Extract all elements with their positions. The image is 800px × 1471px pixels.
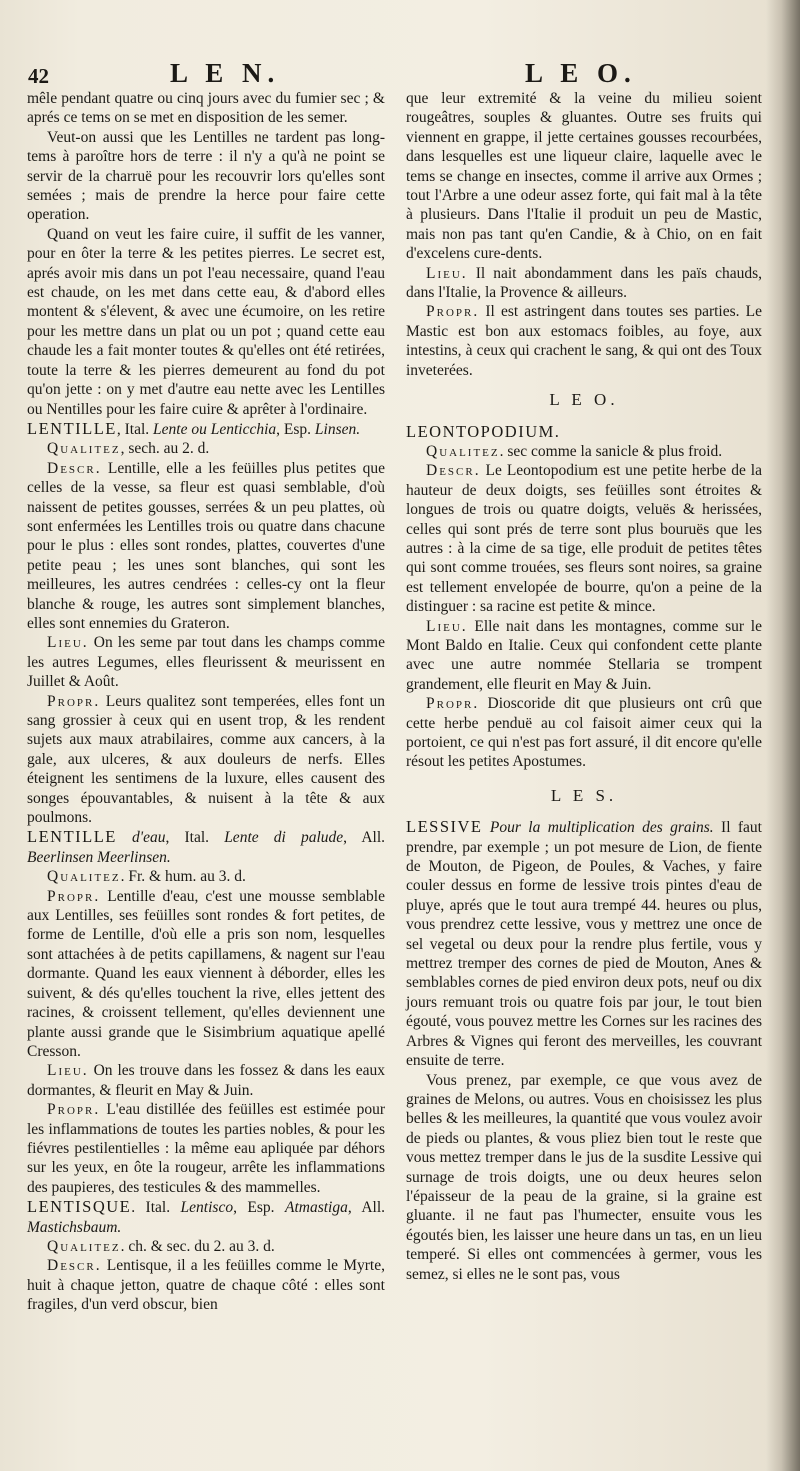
book-spine-shadow (766, 0, 800, 1471)
entry-term: LEONTOPODIUM. (406, 421, 561, 441)
entry-term: LESSIVE (406, 817, 483, 837)
location-paragraph: Lieu. On les seme par tout dans les champs comme les autres Legumes, elles fleurissent & meurissent en Juillet & Août. (27, 634, 385, 691)
qualities-line: Qualitez, sech. au 2. d. (47, 440, 210, 458)
section-heading: L E S. (550, 785, 618, 805)
section-heading: L E O. (549, 390, 619, 410)
entry-heading: LESSIVE Pour la multiplication des grains. Il faut prendre, par exemple ; un pot mesure de Lion, de fiente de Mouton, de Pigeon, de Poules, & Vaches, y faire couler dessus en forme de lessive trois pintes d'eau de pluye, aprés que le tout aura trempé 44. heures ou plus, vous prendrez cette lessive, vous y mettrez une once de sel vegetal ou deux pour la rendre plus fertile, vous y mettrez tremper des cornes de pied de Mouton, Anes & semblables cornes de pied environ deux pots, neuf ou dix jours remuant trois ou quatre fois par jour, le tout bien égouté, vous pouvez mettre les Cornes sur les racines des Arbres & Vignes qui feront des merveilles, les couvrant ensuite de terre. (406, 817, 762, 1070)
properties-paragraph: Propr. Dioscoride dit que plusieurs ont crû que cette herbe penduë au col faisoit aimer ceux qui la portoient, ce qui n'est pas fort assuré, il dit encore qu'elle résout les petites Apostumes. (406, 695, 762, 771)
entry-term: LENTILLE (27, 418, 117, 438)
paragraph: que leur extremité & la veine du milieu soient rougeâtres, souples & gluantes. Outre ses fruits qui viennent en grappe, il jette certaines gousses recourbées, dans lesquelles est une liqueur claire, laquelle avec le tems se change en insectes, comme il arrive aux Ormes ; tout l'Arbre a une odeur assez forte, qui fait mal à la tête à plusieurs. Dans l'Italie il produit un peu de Mastic, mais non pas tant qu'en Candie, & à Chio, on en fait d'excelens cure-dents. (406, 90, 762, 263)
paragraph: mêle pendant quatre ou cinq jours avec du fumier sec ; & aprés ce tems on se met en disposition de les semer. (27, 90, 385, 127)
entry-heading: LENTILLE d'eau, Ital. Lente di palude, All. Beerlinsen Meerlinsen. (27, 827, 386, 866)
entry-heading (406, 422, 762, 442)
running-head-left: L E N. (170, 58, 281, 88)
qualities-line: Qualitez. sec comme la sanicle & plus froid. (426, 442, 723, 460)
entry-term: LENTISQUE (27, 1197, 132, 1217)
paragraph: Veut-on aussi que les Lentilles ne tardent pas long-tems à paroître hors de terre : il n'y a qu'à ne point se servir de la charruë pour les recouvrir lors qu'elles sont semées ; mais de prendre la herce pour faire cette operation. (27, 128, 385, 224)
location-paragraph: Lieu. Il nait abondamment dans les païs chauds, dans l'Italie, la Provence & ailleurs. (406, 264, 762, 302)
entry-heading: LENTILLE, Ital. Lente ou Lenticchia, Esp. Linsen. (27, 418, 361, 438)
qualities-line: Qualitez. ch. & sec. du 2. au 3. d. (47, 1237, 275, 1255)
right-column (406, 89, 762, 1284)
paragraph: Vous prenez, par exemple, ce que vous avez de graines de Melons, ou autres. Vous en choisissez les plus belles & les meilleures, la quantité que vous voulez avoir de pieds ou plantes, & vous pliez bien tout le reste que vous mettez tremper dans le jus de la susdite Lessive qui surnage de trois doigts, une ou deux heures selon l'épaisseur de la peau de la graine, si la graine est gluante. il ne faut pas l'humecter, ensuite vous les égoutés bien, les laisser une heure dans un tas, en un lieu temperé. Si elles ont commencées à germer, vous les semez, si elles ne le sont pas, vous (406, 1071, 762, 1283)
description-paragraph: Descr. Lentisque, il a les feüilles comme le Myrte, huit à chaque jetton, quatre de chaque côté : elles sont fragiles, d'un verd obscur, bien (27, 1257, 385, 1314)
paragraph: Quand on veut les faire cuire, il suffit de les vanner, pour en ôter la terre & les petites pierres. Le secret est, aprés avoir mis dans un pot l'eau necessaire, quand l'eau est chaude, on les met dans cette eau, & d'abord elles montent & s'élevent, & avec une écumoire, on les retire pour les mettre dans un plat ou un pot ; quand cette eau chaude les a fait monter toutes & qu'elles ont été retirées, toute la terre & les pierres demeurent au fond du pot qu'on jette : on y met d'autre eau nette avec les Lentilles ou Nentilles pour les faire cuire & aprêter à l'ordinaire. (27, 225, 385, 418)
properties-paragraph: Propr. Leurs qualitez sont temperées, elles font un sang grossier à ceux qui en usent trop, & les rendent sujets aux maux atrabilaires, comme aux cancers, à la gale, aux ulceres, & aux douleurs de nerfs. Elles éteignent les sentimens de la luxure, elles causent des songes épouvantables, & nuisent à la tête & aux poulmons. (27, 692, 385, 827)
entry-term: LENTILLE (27, 827, 117, 847)
page-number: 42 (28, 64, 49, 88)
location-paragraph: Lieu. Elle nait dans les montagnes, comme sur le Mont Baldo en Italie. Ceux qui confondent cette plante avec une autre nommée Stellaria se trompent grandement, elle fleurit en May & Juin. (406, 617, 762, 693)
properties-paragraph: Propr. Lentille d'eau, c'est une mousse semblable aux Lentilles, ses feüilles sont rondes & fort petites, de forme de Lentille, d'où elle a pris son nom, lesquelles sont attachées à de petits capillamens, & nagent sur l'eau dormante. Quand les eaux viennent à déborder, elles les suivent, & dés qu'elles touchent la rive, elles jettent des racines, & croissent tellement, qu'elles deviennent une plante aussi grande que le Sisimbrium aquatique apellé Cresson. (27, 887, 385, 1060)
entry-heading: LENTISQUE. Ital. Lentisco, Esp. Atmastiga, All. Mastichsbaum. (27, 1197, 386, 1236)
properties-paragraph: Propr. Il est astringent dans toutes ses parties. Le Mastic est bon aux estomacs foibles, au foye, aux intestins, à ceux qui crachent le sang, & qui ont des Toux inveterées. (406, 303, 762, 379)
location-paragraph: Lieu. On les trouve dans les fossez & dans les eaux dormantes, & fleurit en May & Juin. (27, 1062, 385, 1099)
left-column (27, 89, 385, 1315)
qualities-line: Qualitez. Fr. & hum. au 3. d. (47, 868, 246, 886)
description-paragraph: Descr. Lentille, elle a les feüilles plus petites que celles de la vesse, sa fleur est quasi semblable, d'où naissent de petites gousses, serrées & un peu plattes, où sont enfermées les Lentilles trois ou quatre dans chacune pour le plus : elles sont rondes, plattes, couvertes d'une petite peau ; les unes sont blanches, qui sont les meilleures, les autres cendrées : celles-cy ont la fleur blanche & rouge, les autres sont simplement blanches, elles sont ennemies du Grateron. (27, 459, 385, 632)
properties-paragraph: Propr. L'eau distillée des feüilles est estimée pour les inflammations de toutes les parties nobles, & pour les fiévres pestilentielles : la même eau apliquée par déhors sur les yeux, en ôte la rougeur, arrête les inflammations des paupieres, des testicules & des mammelles. (27, 1101, 385, 1196)
description-paragraph: Descr. Le Leontopodium est une petite herbe de la hauteur de deux doigts, ses feüilles sont étroites & longues de trois ou quatre doigts, veluës & herissées, celles qui sont prés de terre sont plus bouruës que les autres : à la cime de sa tige, elle produit de petites têtes qui sont comme trouées, ses fleurs sont noires, sa graine est tellement envelopée de bourre, qu'on a peine de la distinguer : sa racine est petite & mince. (406, 462, 762, 616)
running-head-right: L E O. (525, 58, 637, 88)
